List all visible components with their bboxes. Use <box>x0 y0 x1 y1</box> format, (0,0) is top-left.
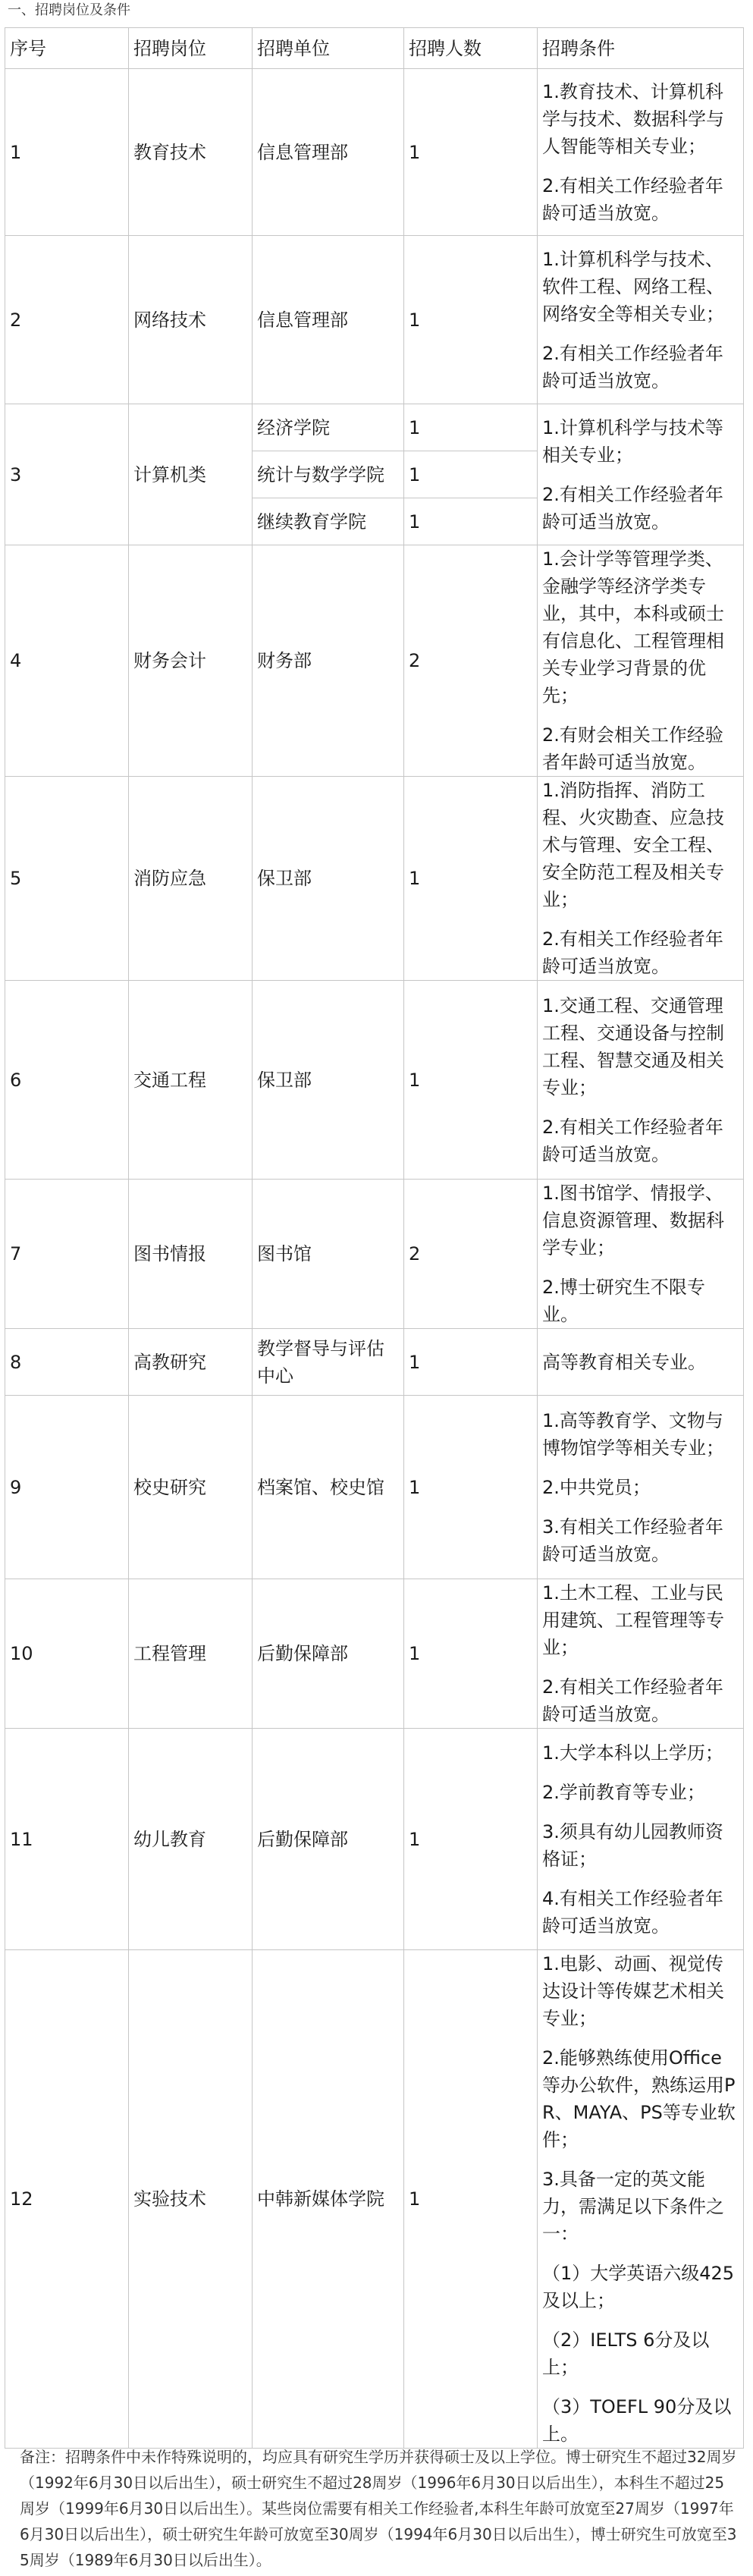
table-row <box>5 1729 744 1950</box>
row-unit: 图书馆 <box>253 1180 404 1329</box>
header-no: 序号 <box>5 28 129 69</box>
row-position: 网络技术 <box>129 236 253 404</box>
row-no: 7 <box>5 1180 129 1329</box>
table-row <box>5 1329 744 1396</box>
condition-item: 高等教育相关专业。 <box>542 1351 706 1373</box>
row-position: 实验技术 <box>129 1950 253 2449</box>
row-count: 1 <box>404 236 538 404</box>
condition-item: （3）TOEFL 90分及以上。 <box>542 2396 732 2445</box>
table-row <box>5 1180 744 1329</box>
condition-item: 1.图书馆学、情报学、信息资源管理、数据科学专业； <box>542 1183 724 1258</box>
condition-item: 1.消防指挥、消防工程、火灾勘查、应急技术与管理、安全工程、安全防范工程及相关专业； <box>542 780 724 910</box>
row-conditions <box>538 981 744 1180</box>
row-count: 1 <box>404 1729 538 1950</box>
condition-item: 2.学前教育等专业； <box>542 1781 705 1803</box>
row-conditions <box>538 1950 744 2449</box>
condition-item: 3.具备一定的英文能力，需满足以下条件之一： <box>542 2169 724 2245</box>
row-unit: 教学督导与评估中心 <box>253 1329 404 1396</box>
row-count: 2 <box>404 545 538 777</box>
row-no: 10 <box>5 1579 129 1729</box>
row-count: 1 <box>404 1950 538 2449</box>
condition-item: 2.有相关工作经验者年龄可适当放宽。 <box>542 1676 723 1725</box>
condition-item: 1.土木工程、工业与民用建筑、工程管理等专业； <box>542 1582 724 1658</box>
row-count: 1 <box>404 1579 538 1729</box>
row-unit: 财务部 <box>253 545 404 777</box>
row-position: 图书情报 <box>129 1180 253 1329</box>
row-unit: 保卫部 <box>253 777 404 981</box>
condition-item: 1.计算机科学与技术、软件工程、网络工程、网络安全等相关专业； <box>542 248 724 325</box>
header-count: 招聘人数 <box>404 28 538 69</box>
row-no: 11 <box>5 1729 129 1950</box>
condition-item: 2.博士研究生不限专业。 <box>542 1277 705 1325</box>
condition-item: 1.交通工程、交通管理工程、交通设备与控制工程、智慧交通及相关专业； <box>542 994 724 1098</box>
condition-item: 3.有相关工作经验者年龄可适当放宽。 <box>542 1516 723 1565</box>
table-row <box>5 69 744 236</box>
condition-item: 3.须具有幼儿园教师资格证； <box>542 1820 723 1870</box>
row-count: 1 <box>404 777 538 981</box>
row-no: 6 <box>5 981 129 1180</box>
row-conditions <box>538 1396 744 1579</box>
row-no: 8 <box>5 1329 129 1396</box>
row-conditions <box>538 1729 744 1950</box>
row-position: 计算机类 <box>129 404 253 545</box>
table-row <box>5 236 744 404</box>
header-conditions: 招聘条件 <box>538 28 744 69</box>
condition-item: 1.计算机科学与技术等相关专业； <box>542 416 723 466</box>
row-position: 交通工程 <box>129 981 253 1180</box>
row-no: 12 <box>5 1950 129 2449</box>
condition-item: 2.有相关工作经验者年龄可适当放宽。 <box>542 483 723 532</box>
row-unit: 保卫部 <box>253 981 404 1180</box>
table-row <box>5 1396 744 1579</box>
row-count: 1 <box>404 1329 538 1396</box>
row-no: 3 <box>5 404 129 545</box>
row-conditions <box>538 777 744 981</box>
row-count: 2 <box>404 1180 538 1329</box>
condition-item: 1.电影、动画、视觉传达设计等传媒艺术相关专业； <box>542 1953 724 2029</box>
condition-item: （1）大学英语六级425及以上； <box>542 2263 735 2311</box>
header-unit: 招聘单位 <box>253 28 404 69</box>
row-no: 2 <box>5 236 129 404</box>
row-conditions <box>538 404 744 545</box>
row-count: 1 <box>404 1396 538 1579</box>
row-count: 1 <box>404 981 538 1180</box>
row-position: 幼儿教育 <box>129 1729 253 1950</box>
condition-item: 2.有相关工作经验者年龄可适当放宽。 <box>542 174 723 224</box>
row-unit: 统计与数学学院 <box>253 451 404 498</box>
section-title: 一、招聘岗位及条件 <box>8 2 130 18</box>
condition-item: （2）IELTS 6分及以上； <box>542 2329 710 2378</box>
row-position: 工程管理 <box>129 1579 253 1729</box>
table-row <box>5 1950 744 2449</box>
row-unit: 信息管理部 <box>253 69 404 236</box>
row-count: 1 <box>404 69 538 236</box>
row-unit: 后勤保障部 <box>253 1729 404 1950</box>
header-position: 招聘岗位 <box>129 28 253 69</box>
condition-item: 4.有相关工作经验者年龄可适当放宽。 <box>542 1887 723 1937</box>
row-position: 财务会计 <box>129 545 253 777</box>
row-conditions <box>538 1579 744 1729</box>
table-row <box>5 404 744 451</box>
row-conditions <box>538 236 744 404</box>
row-count: 1 <box>404 451 538 498</box>
condition-item: 2.有财会相关工作经验者年龄可适当放宽。 <box>542 724 723 773</box>
row-count: 1 <box>404 404 538 451</box>
condition-item: 1.教育技术、计算机科学与技术、数据科学与人智能等相关专业； <box>542 80 724 157</box>
condition-item: 2.能够熟练使用Office等办公软件，熟练运用PR、MAYA、PS等专业软件； <box>542 2047 736 2150</box>
row-no: 9 <box>5 1396 129 1579</box>
row-conditions <box>538 1329 744 1396</box>
table-row <box>5 1579 744 1729</box>
condition-item: 2.有相关工作经验者年龄可适当放宽。 <box>542 342 723 391</box>
row-no: 4 <box>5 545 129 777</box>
row-position: 校史研究 <box>129 1396 253 1579</box>
row-conditions <box>538 545 744 777</box>
condition-item: 2.有相关工作经验者年龄可适当放宽。 <box>542 928 723 977</box>
row-no: 1 <box>5 69 129 236</box>
condition-item: 1.大学本科以上学历； <box>542 1742 723 1764</box>
condition-item: 2.有相关工作经验者年龄可适当放宽。 <box>542 1116 723 1165</box>
row-position: 消防应急 <box>129 777 253 981</box>
footnote: 备注：招聘条件中未作特殊说明的，均应具有研究生学历并获得硕士及以上学位。博士研究生不超过32周岁（1992年6月30日以后出生），硕士研究生不超过28周岁（1996年6月30日以后出生），本科生不超过25周岁（1999年6月30日以后出生）。某些岗位需要有相关工作经验者,本科生年龄可放宽至27周岁（1997年6月30日以后出生），硕士研究生年龄可放宽至30周岁（1994年6月30日以后出生），博士研究生可放宽至35周岁（1989年6月30日以后出生）。 <box>20 2448 737 2569</box>
table-row <box>5 545 744 777</box>
table-row <box>5 981 744 1180</box>
row-unit: 继续教育学院 <box>253 498 404 545</box>
row-unit: 信息管理部 <box>253 236 404 404</box>
row-unit: 后勤保障部 <box>253 1579 404 1729</box>
table-row <box>5 777 744 981</box>
condition-item: 2.中共党员； <box>542 1476 651 1498</box>
row-position: 教育技术 <box>129 69 253 236</box>
row-count: 1 <box>404 498 538 545</box>
recruitment-table <box>5 27 744 2449</box>
row-unit: 经济学院 <box>253 404 404 451</box>
row-conditions <box>538 69 744 236</box>
table-header-row <box>5 28 744 69</box>
row-conditions <box>538 1180 744 1329</box>
row-no: 5 <box>5 777 129 981</box>
row-unit: 档案馆、校史馆 <box>253 1396 404 1579</box>
condition-item: 1.会计学等管理学类、金融学等经济学类专业，其中，本科或硕士有信息化、工程管理相关专业学习背景的优先； <box>542 548 724 706</box>
condition-item: 1.高等教育学、文物与博物馆学等相关专业； <box>542 1409 724 1459</box>
row-unit: 中韩新媒体学院 <box>253 1950 404 2449</box>
row-position: 高教研究 <box>129 1329 253 1396</box>
